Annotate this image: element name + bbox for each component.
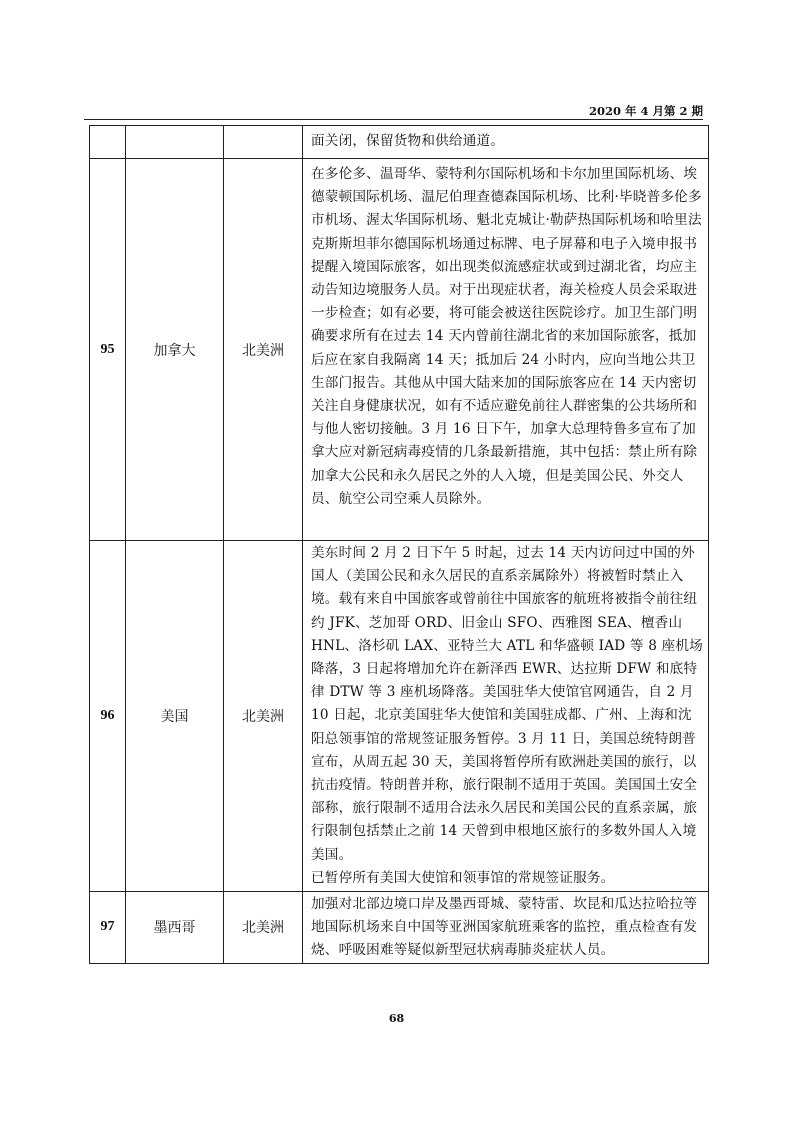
row-number — [90, 126, 126, 159]
measures-paragraph: 在多伦多、温哥华、蒙特利尔国际机场和卡尔加里国际机场、埃德蒙顿国际机场、温尼伯理查德森国际机场、比利·毕晓普多伦多市机场、渥太华国际机场、魁北克城让·勒萨热国际机场和哈里法克斯斯坦菲尔德国际机场通过标牌、电子屏幕和电子入境申报书提醒入境国际旅客，如出现类似流感症状或到过湖北省，均应主动告知边境服务人员。对于出现症状者，海关检疫人员会采取进一步检查；如有必要，将可能会被送往医院诊疗。加卫生部门明确要求所有在过去 14 天内曾前往湖北省的来加国际旅客，抵加后应在家自我隔离 14 天；抵加后 24 小时内，应向当地公共卫生部门报告。其他从中国大陆来加的国际旅客应在 14 天内密切关注自身健康状况，如有不适应避免前往人群密集的公共场所和与他人密切接触。3 月 16 日下午，加拿大总理特鲁多宣布了加拿大应对新冠病毒疫情的几条最新措施，其中包括：禁止所有除加拿大公民和永久居民之外的人入境，但是美国公民、外交人员、航空公司空乘人员除外。 — [311, 166, 702, 507]
table-row — [90, 159, 709, 541]
measures-cell — [303, 541, 709, 892]
issue-header: 2020 年 4 月第 2 期 — [588, 104, 703, 118]
page-number: 68 — [388, 1012, 405, 1025]
region-cell: 北美洲 — [224, 159, 303, 541]
table-row — [90, 126, 709, 159]
measures-cell — [303, 892, 709, 964]
header-rule — [84, 119, 703, 120]
row-number: 95 — [90, 159, 126, 541]
row-number: 96 — [90, 541, 126, 892]
region-cell: 北美洲 — [224, 541, 303, 892]
region-cell — [224, 126, 303, 159]
measures-paragraph: 已暂停所有美国大使馆和领事馆的常规签证服务。 — [311, 869, 615, 886]
country-cell: 加拿大 — [126, 159, 224, 541]
measures-paragraph: 面关闭，保留货物和供给通道。 — [311, 133, 505, 150]
measures-paragraph: 美东时间 2 月 2 日下午 5 时起，过去 14 天内访问过中国的外国人（美国公民和永久居民的直系亲属除外）将被暂时禁止入境。载有来自中国旅客或曾前往中国旅客的航班将被指令前往纽约 JFK、芝加哥 ORD、旧金山 SFO、西雅图 SEA、檀香山 HNL、洛杉矶 LAX、亚特兰大 ATL 和华盛顿 IAD 等 8 座机场降落，3 日起将增加允许在新泽西 EWR、达拉斯 DFW 和底特律 DTW 等 3 座机场降落。美国驻华大使馆官网通告，自 2 月 10 日起，北京美国驻华大使馆和美国驻成都、广州、上海和沈阳总领事馆的常规签证服务暂停。3 月 11 日，美国总统特朗普宣布，从周五起 30 天，美国将暂停所有欧洲赴美国的旅行，以抗击疫情。特朗普并称，旅行限制不适用于英国。美国国土安全部称，旅行限制不适用合法永久居民和美国公民的直系亲属，旅行限制包括禁止之前 14 天曾到申根地区旅行的多数外国人入境美国。 — [311, 545, 703, 863]
policy-table — [89, 125, 709, 964]
measures-paragraph: 加强对北部边境口岸及墨西哥城、蒙特雷、坎昆和瓜达拉哈拉等地国际机场来自中国等亚洲国家航班乘客的监控，重点检查有发烧、呼吸困难等疑似新型冠状病毒肺炎症状人员。 — [311, 896, 698, 959]
table-row — [90, 541, 709, 892]
measures-cell — [303, 159, 709, 541]
country-cell: 墨西哥 — [126, 892, 224, 964]
country-cell — [126, 126, 224, 159]
measures-cell — [303, 126, 709, 159]
region-cell: 北美洲 — [224, 892, 303, 964]
row-number: 97 — [90, 892, 126, 964]
table-row — [90, 892, 709, 964]
country-cell: 美国 — [126, 541, 224, 892]
